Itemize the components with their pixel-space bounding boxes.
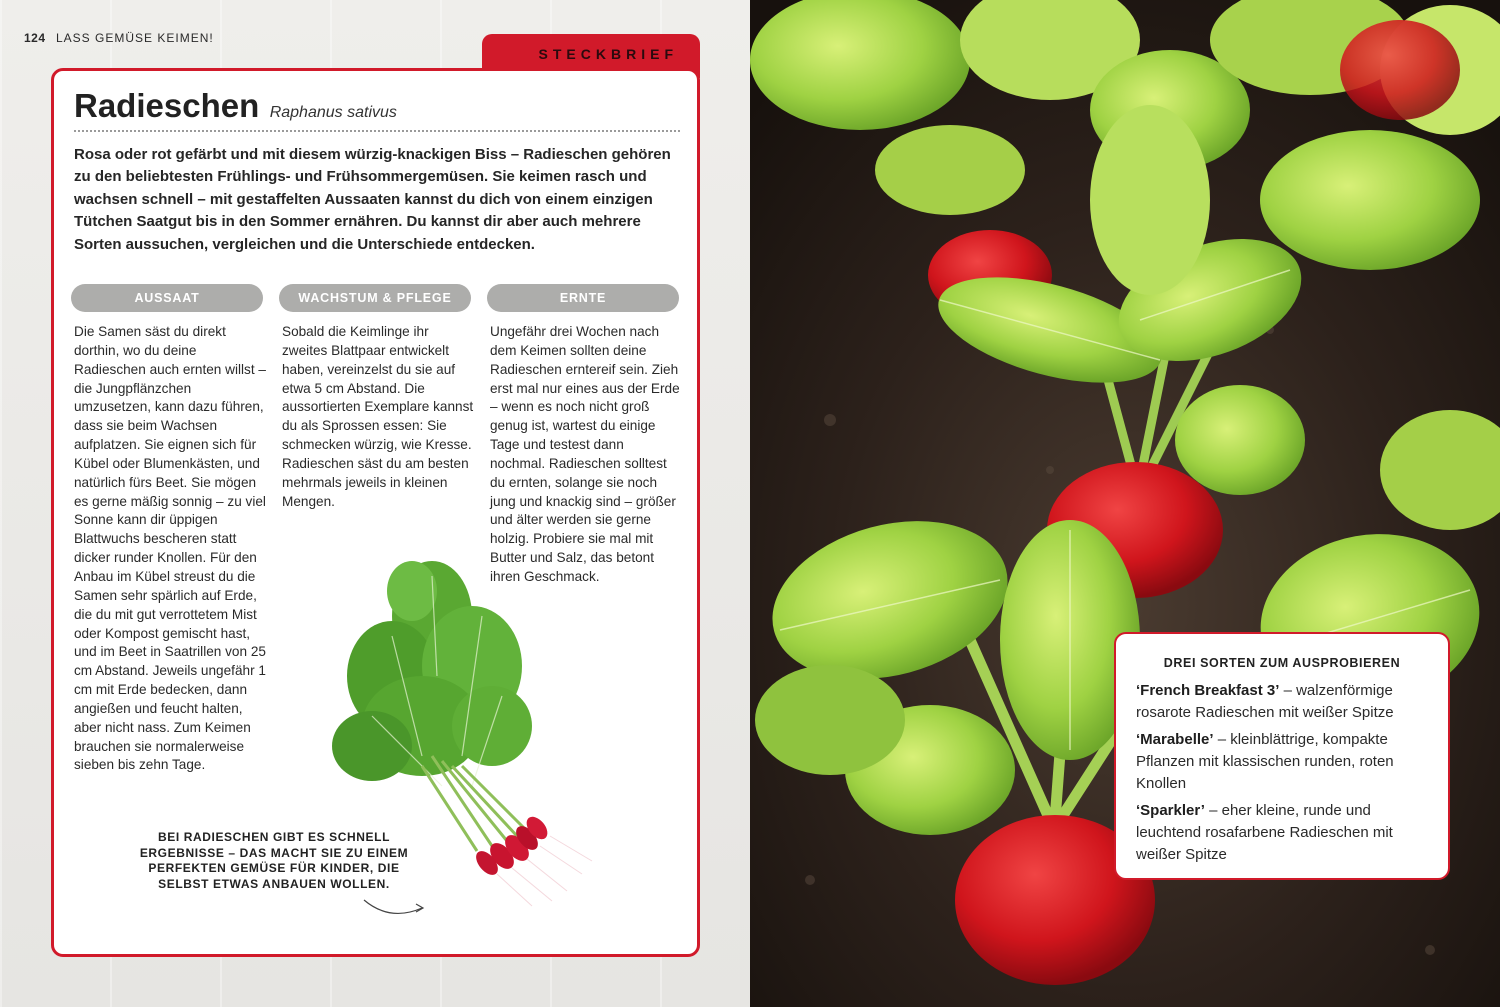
variety-name: ‘French Breakfast 3’ <box>1136 682 1280 699</box>
intro-text: Rosa oder rot gefärbt und mit diesem würzig-knackigen Biss – Radieschen gehören zu den beliebtesten Frühlings- und Frühsommergemüsen. Sie keimen rasch und wachsen schnell – mit gestaffelten Aussaaten kannst du dich von einem einzigen Tütchen Saatgut bis in den Sommer ernähren. Du kannst dir aber auch mehrere Sorten aussuchen, vergleichen und die Unterschiede entdecken. <box>74 146 671 253</box>
variety-item <box>1136 729 1428 795</box>
section-heading-ernte: ERNTE <box>487 284 679 312</box>
section-text-ernte: Ungefähr drei Wochen nach dem Keimen sollten deine Radieschen erntereif sein. Zieh erst mal nur eines aus der Erde – wenn es noch nicht groß genug ist, wartest du einige Tage und testest dann nochmal. Radieschen solltest du ernten, solange sie noch jung und knackig sind – größer und älter werden sie gerne holzig. Probiere sie mal mit Butter und Salz, das betont ihren Geschmack. <box>490 324 680 584</box>
image-caption: BEI RADIESCHEN GIBT ES SCHNELL ERGEBNISSE – DAS MACHT SIE ZU EINEM PERFEKTEN GEMÜSE FÜR KINDER, DIE SELBST ETWAS ANBAUEN WOLLEN. <box>139 830 409 891</box>
page-number: 124 <box>24 31 46 45</box>
dotted-divider <box>74 130 680 132</box>
variety-item <box>1136 800 1428 866</box>
profile-tab-label: STECKBRIEF <box>538 46 678 62</box>
curved-arrow-icon <box>360 894 430 918</box>
running-head: LASS GEMÜSE KEIMEN! <box>56 31 214 45</box>
variety-name: ‘Marabelle’ <box>1136 731 1214 748</box>
section-text-wachstum: Sobald die Keimlinge ihr zweites Blattpaar entwickelt haben, vereinzelst du sie auf etwa 5 cm Abstand. Die aussortierten Exemplare kannst du als Sprossen essen: Sie schmecken würzig, wie Kresse. Radieschen säst du am besten mehrmals jeweils in kleinen Mengen. <box>282 324 474 509</box>
variety-name: ‘Sparkler’ <box>1136 802 1205 819</box>
section-heading-wachstum: WACHSTUM & PFLEGE <box>279 284 471 312</box>
varieties-heading: DREI SORTEN ZUM AUSPROBIEREN <box>1163 656 1401 670</box>
section-text-aussaat: Die Samen säst du direkt dorthin, wo du deine Radieschen auch ernten willst – die Jungpflänzchen umzusetzen, kann dazu führen, dass sie beim Wachsen aufplatzen. Sie eignen sich für Kübel oder Blumenkästen, und natürlich fürs Beet. Sie mögen es gerne mäßig sonnig – zu viel Sonne kann dir üppigen Blattwuchs bescheren statt dicker runder Knollen. Für den Anbau im Kübel streust du die Samen sehr spärlich auf Erde, die du mit gut verrottetem Mist oder Kompost gemischt hast, und im Beet in Saatrillen von 25 cm Abstand. Jeweils ungefähr 1 cm mit Erde bedecken, dann angießen und feucht halten, aber nicht nass. Zum Keimen brauchen sie normalerweise sieben bis zehn Tage. <box>74 324 266 773</box>
profile-card <box>51 68 700 957</box>
page-title: Radieschen <box>74 87 260 124</box>
latin-name: Raphanus sativus <box>269 104 397 121</box>
variety-desc: – kleinblättrige, kompakte Pflanzen mit klassischen runden, roten Knollen <box>1136 731 1394 792</box>
variety-desc: – walzenförmige rosarote Radieschen mit weißer Spitze <box>1136 682 1394 721</box>
variety-desc: – eher kleine, runde und leuchtend rosafarbene Radieschen mit weißer Spitze <box>1136 802 1393 863</box>
title-row <box>74 87 397 125</box>
varieties-box <box>1114 632 1450 880</box>
section-heading-aussaat: AUSSAAT <box>71 284 263 312</box>
variety-item <box>1136 680 1428 724</box>
